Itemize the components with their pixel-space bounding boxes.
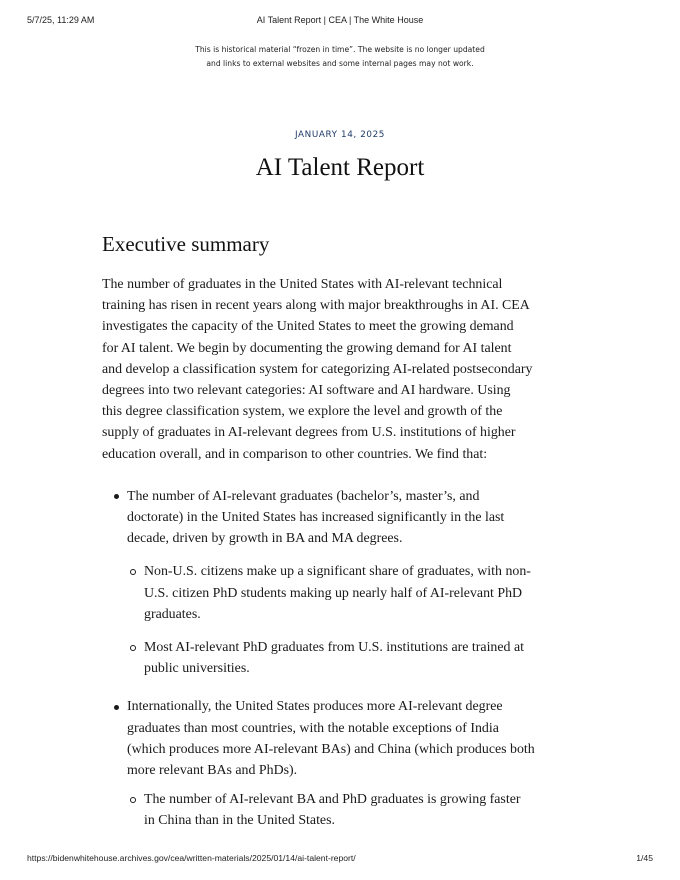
text-line: Internationally, the United States produces more AI-relevant degree bbox=[127, 699, 503, 715]
print-datetime: 5/7/25, 11:29 AM bbox=[27, 15, 95, 25]
print-footer bbox=[0, 853, 680, 867]
text-line: more relevant BAs and PhDs). bbox=[127, 763, 298, 779]
sub-bullet-item bbox=[102, 637, 592, 679]
bullet-circle-icon bbox=[130, 645, 136, 651]
text-line: this degree classification system, we explore the level and growth of the bbox=[102, 404, 503, 420]
print-header bbox=[0, 15, 680, 29]
sub-bullet-item bbox=[102, 789, 592, 831]
page-number: 1/45 bbox=[636, 853, 653, 863]
bullet-circle-icon bbox=[130, 797, 136, 803]
text-line: supply of graduates in AI-relevant degrees from U.S. institutions of higher bbox=[102, 425, 516, 441]
bullet-disc-icon bbox=[114, 705, 119, 710]
sub-bullet-item bbox=[102, 561, 592, 625]
text-line: Most AI-relevant PhD graduates from U.S. institutions are trained at bbox=[144, 640, 524, 656]
text-line: in China than in the United States. bbox=[144, 813, 335, 829]
section-heading-executive-summary: Executive summary bbox=[102, 232, 270, 256]
bullet-disc-icon bbox=[114, 494, 119, 499]
text-line: The number of AI-relevant graduates (bachelor’s, master’s, and bbox=[127, 488, 480, 504]
text-line: degrees into two relevant categories: AI software and AI hardware. Using bbox=[102, 383, 511, 399]
text-line: public universities. bbox=[144, 661, 250, 677]
page-title: AI Talent Report bbox=[255, 154, 425, 181]
text-line: investigates the capacity of the United States to meet the growing demand bbox=[102, 319, 514, 335]
intro-paragraph bbox=[102, 274, 592, 465]
text-line: The number of graduates in the United States with AI-relevant technical bbox=[102, 277, 503, 292]
text-line: graduates than most countries, with the notable exceptions of India bbox=[127, 720, 499, 736]
text-line: Non-U.S. citizens make up a significant share of graduates, with non- bbox=[144, 564, 531, 580]
notice-line: This is historical material “frozen in time”. The website is no longer updated bbox=[195, 45, 485, 54]
historical-notice bbox=[0, 43, 680, 70]
bullet-circle-icon bbox=[130, 569, 136, 575]
print-page-title: AI Talent Report | CEA | The White House bbox=[256, 15, 424, 25]
article-body bbox=[102, 274, 592, 832]
article-date: JANUARY 14, 2025 bbox=[295, 130, 385, 140]
text-line: The number of AI-relevant BA and PhD graduates is growing faster bbox=[144, 792, 521, 808]
bullet-item bbox=[102, 486, 592, 550]
text-line: education overall, and in comparison to other countries. We find that: bbox=[102, 446, 488, 462]
text-line: graduates. bbox=[144, 606, 201, 622]
text-line: decade, driven by growth in BA and MA degrees. bbox=[127, 531, 403, 547]
text-line: U.S. citizen PhD students making up nearly half of AI-relevant PhD bbox=[144, 585, 523, 601]
text-line: and develop a classification system for categorizing AI-related postsecondary bbox=[102, 361, 533, 377]
text-line: training has risen in recent years along with major breakthroughs in AI. CEA bbox=[102, 298, 530, 314]
page-url: https://bidenwhitehouse.archives.gov/cea/written-materials/2025/01/14/ai-talent-report/ bbox=[27, 853, 356, 863]
text-line: for AI talent. We begin by documenting the growing demand for AI talent bbox=[102, 340, 512, 356]
text-line: (which produces more AI-relevant BAs) and China (which produces both bbox=[127, 741, 535, 757]
notice-line: and links to external websites and some internal pages may not work. bbox=[206, 58, 474, 68]
bullet-item bbox=[102, 696, 592, 781]
text-line: doctorate) in the United States has increased significantly in the last bbox=[127, 510, 505, 526]
